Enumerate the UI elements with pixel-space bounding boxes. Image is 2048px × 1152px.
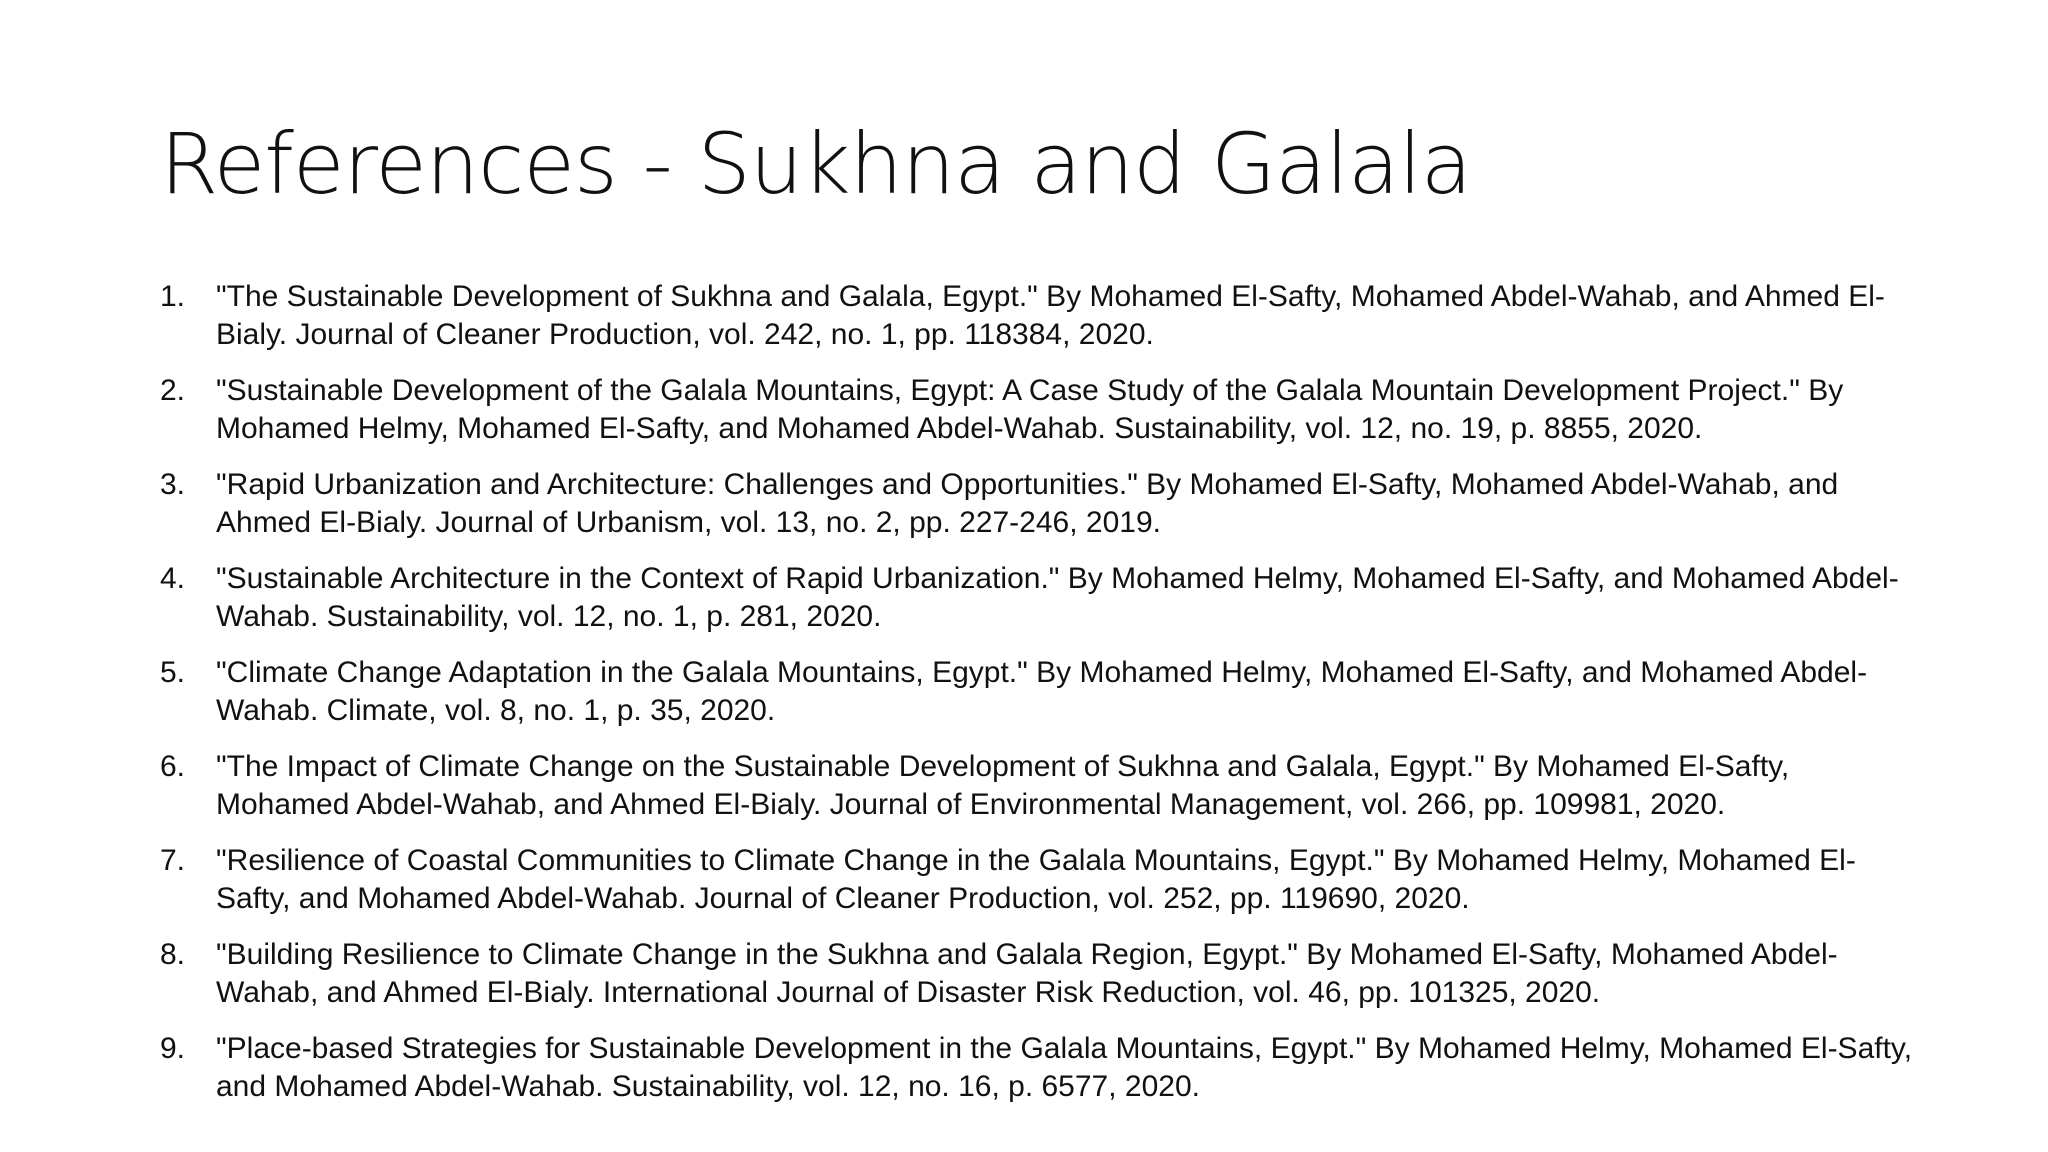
reference-text: "Sustainable Development of the Galala Mountains, Egypt: A Case Study of the Galala Mountain Development Project." By Mohamed Helmy, Mohamed El-Safty, and Mohamed Abdel-Wahab. Sustainability, vol. 12, no. 19, p. 8855, 2020. [216,374,1844,445]
reference-number: 9. [160,1032,186,1065]
reference-text: "The Sustainable Development of Sukhna and Galala, Egypt." By Mohamed El-Safty, Mohamed Abdel-Wahab, and Ahmed El-Bialy. Journal of Cleaner Production, vol. 242, no. 1, pp. 118384, 2020. [216,280,1885,351]
reference-number: 7. [160,844,186,877]
reference-text: "Rapid Urbanization and Architecture: Challenges and Opportunities." By Mohamed El-Safty, Mohamed Abdel-Wahab, and Ahmed El-Bialy. Journal of Urbanism, vol. 13, no. 2, pp. 227-246, 2019. [216,468,1839,539]
reference-number: 2. [160,374,186,407]
reference-text: "Climate Change Adaptation in the Galala Mountains, Egypt." By Mohamed Helmy, Mohamed El-Safty, and Mohamed Abdel-Wahab. Climate, vol. 8, no. 1, p. 35, 2020. [216,656,1868,727]
list-item [160,560,1920,636]
list-item [160,842,1920,918]
reference-number: 4. [160,562,186,595]
list-item [160,936,1920,1012]
reference-text: "Resilience of Coastal Communities to Climate Change in the Galala Mountains, Egypt." By Mohamed Helmy, Mohamed El-Safty, and Mohamed Abdel-Wahab. Journal of Cleaner Production, vol. 252, pp. 119690, 2020. [216,844,1856,915]
reference-number: 5. [160,656,186,689]
reference-number: 1. [160,280,186,313]
list-item [160,278,1920,354]
reference-text: "Sustainable Architecture in the Context of Rapid Urbanization." By Mohamed Helmy, Mohamed El-Safty, and Mohamed Abdel-Wahab. Sustainability, vol. 12, no. 1, p. 281, 2020. [216,562,1899,633]
slide-title: References - Sukhna and Galala [160,115,1472,213]
list-item [160,372,1920,448]
reference-text: "Building Resilience to Climate Change in the Sukhna and Galala Region, Egypt." By Mohamed El-Safty, Mohamed Abdel-Wahab, and Ahmed El-Bialy. International Journal of Disaster Risk Reduction, vol. 46, pp. 101325, 2020. [216,938,1838,1009]
reference-number: 8. [160,938,186,971]
reference-number: 3. [160,468,186,501]
reference-text: "The Impact of Climate Change on the Sustainable Development of Sukhna and Galala, Egypt." By Mohamed El-Safty, Mohamed Abdel-Wahab, and Ahmed El-Bialy. Journal of Environmental Management, vol. 266, pp. 109981, 2020. [216,750,1790,821]
reference-list [160,278,1920,1124]
reference-number: 6. [160,750,186,783]
list-item [160,748,1920,824]
list-item [160,1030,1920,1106]
list-item [160,654,1920,730]
reference-text: "Place-based Strategies for Sustainable Development in the Galala Mountains, Egypt." By Mohamed Helmy, Mohamed El-Safty, and Mohamed Abdel-Wahab. Sustainability, vol. 12, no. 16, p. 6577, 2020. [216,1032,1913,1103]
list-item [160,466,1920,542]
